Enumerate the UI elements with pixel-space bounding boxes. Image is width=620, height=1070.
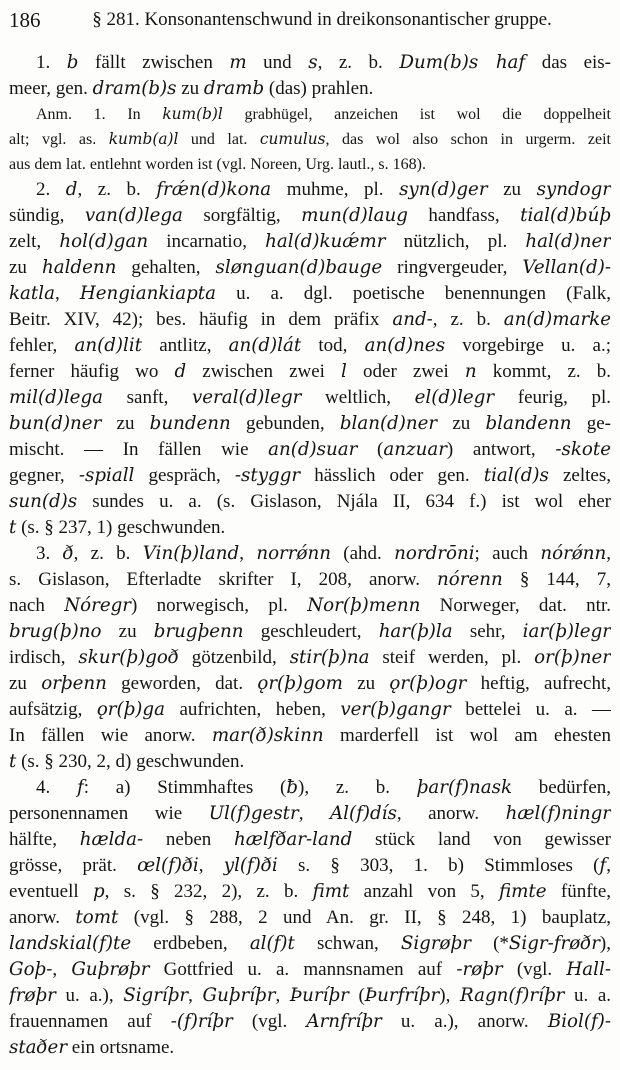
- text-line: grösse, prät. œl(f)ði, yl(f)ði s. § 303, 1. b) Stimmloses (f,: [9, 855, 611, 876]
- text-line: aufsätzig, ǫr(þ)ga aufrichten, heben, ver(þ)gangr bettelei u. a. —: [9, 699, 611, 720]
- text-line: anorw. tomt (vgl. § 288, 2 und An. gr. II, § 248, 1) bauplatz,: [9, 907, 611, 928]
- text-line: brug(þ)no zu brugþenn geschleudert, har(þ)la sehr, iar(þ)legr: [9, 621, 611, 642]
- text-line: zu haldenn gehalten, slønguan(d)bauge ringvergeuder, Vellan(d)-: [9, 257, 611, 278]
- text-line: aus dem lat. entlehnt worden ist (vgl. Noreen, Urg. lautl., s. 168).: [9, 156, 426, 173]
- page-body: [9, 50, 611, 1061]
- text-line: ferner häufig wo d zwischen zwei l oder zwei n kommt, z. b.: [9, 361, 611, 382]
- text-line: eventuell p, s. § 232, 2), z. b. fimt anzahl von 5, fimte fünfte,: [9, 881, 611, 902]
- text-line: t (s. § 237, 1) geschwunden.: [9, 517, 226, 538]
- text-line: nach Nóregr) norwegisch, pl. Nor(þ)menn Norweger, dat. ntr.: [9, 595, 611, 616]
- text-line: Anm. 1. In kum(b)l grabhügel, anzeichen ist wol die doppelheit: [36, 105, 611, 123]
- paragraph-1-b: [9, 50, 611, 102]
- text-line: bun(d)ner zu bundenn gebunden, blan(d)ner zu blandenn ge-: [9, 413, 611, 434]
- annotation-1: [9, 102, 611, 177]
- text-line: personennamen wie Ul(f)gestr, Al(f)dís, anorw. hæl(f)ningr: [9, 803, 611, 824]
- text-line: 2. d, z. b. frǽn(d)kona muhme, pl. syn(d)ger zu syndogr: [36, 179, 611, 200]
- text-line: irdisch, skur(þ)goð götzenbild, stir(þ)na steif werden, pl. or(þ)ner: [9, 647, 611, 668]
- text-line: sündig, van(d)lega sorgfältig, mun(d)laug handfass, tial(d)búþ: [9, 205, 611, 226]
- section-heading: § 281. Konsonantenschwund in dreikonsonantischer gruppe.: [92, 9, 552, 30]
- paragraph-2-d: [9, 177, 611, 541]
- paragraph-3-eth: [9, 541, 611, 775]
- text-line: zu orþenn geworden, dat. ǫr(þ)gom zu ǫr(þ)ogr heftig, aufrecht,: [9, 673, 611, 694]
- text-line: hälfte, hælda- neben hælfðar-land stück land von gewisser: [9, 829, 611, 850]
- text-line: 3. ð, z. b. Vin(þ)land, norrǿnn (ahd. nordrōni; auch nórǿnn,: [36, 543, 611, 564]
- page-number: 186: [9, 8, 41, 32]
- text-line: Goþ-, Guþrøþr Gottfried u. a. mannsnamen auf -røþr (vgl. Hall-: [9, 959, 611, 980]
- text-line: mil(d)lega sanft, veral(d)legr weltlich, el(d)legr feurig, pl.: [9, 387, 611, 408]
- text-line: katla, Hengiankiapta u. a. dgl. poetische benennungen (Falk,: [9, 283, 611, 304]
- text-line: alt; vgl. as. kumb(a)l und lat. cumulus, das wol also schon in urgerm. zeit: [9, 130, 611, 148]
- text-line: frøþr u. a.), Sigríþr, Guþríþr, Þuríþr (Þurfríþr), Ragn(f)ríþr u. a.: [9, 985, 611, 1006]
- text-line: zelt, hol(d)gan incarnatio, hal(d)kuǽmr nützlich, pl. hal(d)ner: [9, 231, 611, 252]
- text-line: t (s. § 230, 2, d) geschwunden.: [9, 751, 245, 772]
- text-line: gegner, -spiall gespräch, -styggr hässlich oder gen. tial(d)s zeltes,: [9, 465, 611, 486]
- text-line: landskial(f)te erdbeben, al(f)t schwan, Sigrøþr (*Sigr-frøðr),: [9, 933, 611, 954]
- text-line: In fällen wie anorw. mar(ð)skinn marderfell ist wol am ehesten: [9, 725, 611, 746]
- text-line: frauennamen auf -(f)ríþr (vgl. Arnfríþr u. a.), anorw. Biol(f)-: [9, 1011, 611, 1032]
- text-line: 4. f: a) Stimmhaftes (ƀ), z. b. þar(f)nask bedürfen,: [36, 777, 611, 798]
- text-line: fehler, an(d)lit antlitz, an(d)lát tod, an(d)nes vorgebirge u. a.;: [9, 335, 611, 356]
- text-line: staðer ein ortsname.: [9, 1037, 175, 1058]
- text-line: s. Gislason, Efterladte skrifter I, 208, anorw. nórenn § 144, 7,: [9, 569, 611, 590]
- text-line: 1. b fällt zwischen m und s, z. b. Dum(b)s haf das eis-: [36, 52, 611, 73]
- text-line: meer, gen. dram(b)s zu dramb (das) prahlen.: [9, 78, 374, 99]
- running-head: [9, 8, 611, 34]
- text-line: mischt. — In fällen wie an(d)suar (anzuar) antwort, -skote: [9, 439, 611, 460]
- text-line: sun(d)s sundes u. a. (s. Gislason, Njála II, 634 f.) ist wol eher: [9, 491, 611, 512]
- paragraph-4-f: [9, 775, 611, 1061]
- text-line: Beitr. XIV, 42); bes. häufig in dem präfix and-, z. b. an(d)marke: [9, 309, 611, 330]
